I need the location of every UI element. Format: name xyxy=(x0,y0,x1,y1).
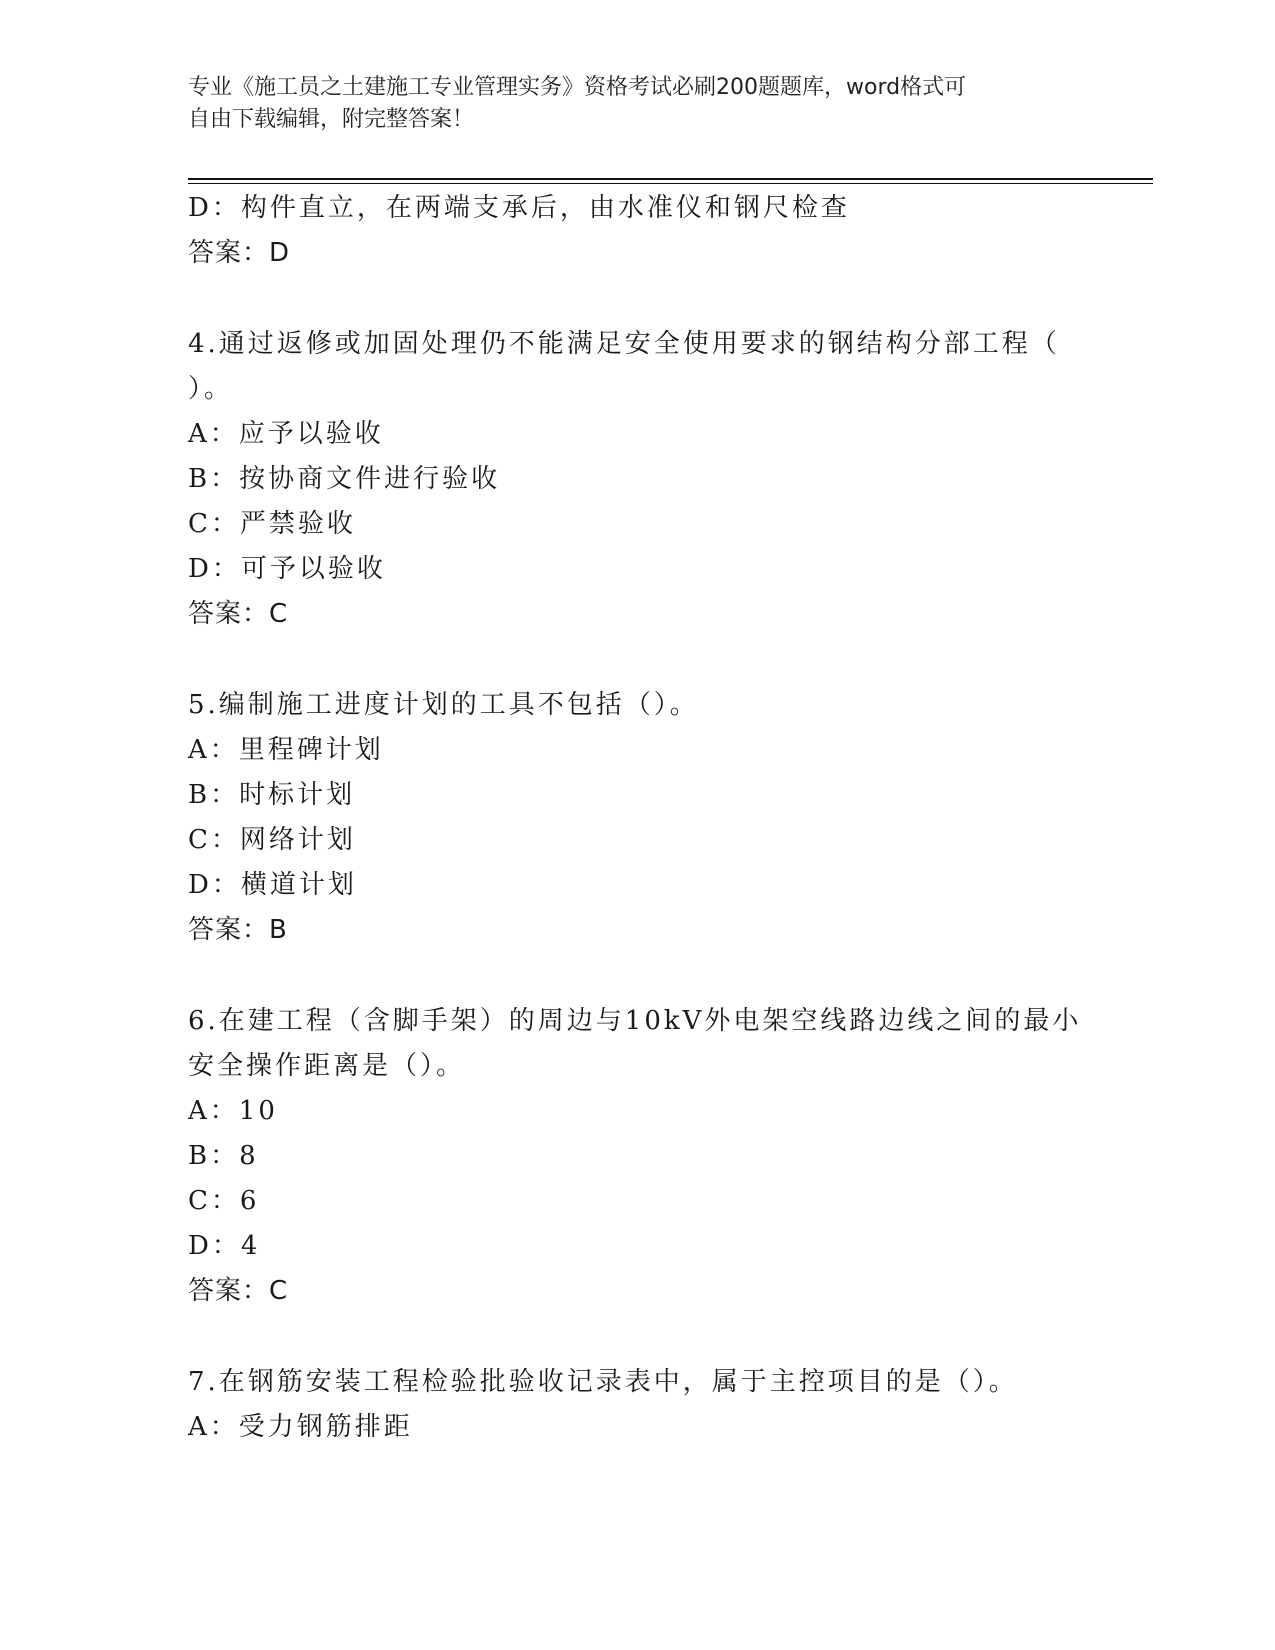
option-b: B：8 xyxy=(188,1141,259,1171)
answer: 答案：B xyxy=(188,915,288,945)
document-header xyxy=(188,72,1068,136)
question-stem-continued: ）。 xyxy=(188,374,234,404)
question-3-tail xyxy=(188,186,1088,276)
option-d: D：横道计划 xyxy=(188,870,357,900)
question-5 xyxy=(188,683,1088,953)
question-list xyxy=(188,186,1088,1450)
option-d: D：可予以验收 xyxy=(188,554,386,584)
option-a: A：10 xyxy=(188,1096,278,1126)
answer: 答案：D xyxy=(188,238,291,268)
header-line-1: 专业《施工员之土建施工专业管理实务》资格考试必刷200题题库，word格式可 xyxy=(188,75,967,100)
spacer xyxy=(188,1314,1088,1360)
header-divider-thin xyxy=(188,183,1153,184)
option-c: C：严禁验收 xyxy=(188,509,356,539)
question-stem: 6.在建工程（含脚手架）的周边与10kV外电架空线路边线之间的最小 xyxy=(188,1006,1082,1036)
question-stem: 7.在钢筋安装工程检验批验收记录表中，属于主控项目的是（）。 xyxy=(188,1367,1018,1397)
option-b: B：时标计划 xyxy=(188,780,356,810)
spacer xyxy=(188,637,1088,683)
question-stem: 4.通过返修或加固处理仍不能满足安全使用要求的钢结构分部工程（ xyxy=(188,329,1060,359)
spacer xyxy=(188,953,1088,999)
option-b: B：按协商文件进行验收 xyxy=(188,464,501,494)
question-7 xyxy=(188,1360,1088,1450)
question-stem-continued: 安全操作距离是（）。 xyxy=(188,1051,466,1081)
answer: 答案：C xyxy=(188,599,289,629)
answer: 答案：C xyxy=(188,1276,289,1306)
question-stem: 5.编制施工进度计划的工具不包括（）。 xyxy=(188,690,699,720)
option-a: A：里程碑计划 xyxy=(188,735,384,765)
option-c: C：网络计划 xyxy=(188,825,356,855)
option-d: D：构件直立，在两端支承后，由水准仪和钢尺检查 xyxy=(188,193,850,223)
option-a: A：受力钢筋排距 xyxy=(188,1412,413,1442)
header-divider-thick xyxy=(188,178,1153,180)
option-d: D：4 xyxy=(188,1231,261,1261)
header-line-2: 自由下载编辑，附完整答案！ xyxy=(188,107,475,132)
question-4 xyxy=(188,322,1088,637)
spacer xyxy=(188,276,1088,322)
option-c: C：6 xyxy=(188,1186,260,1216)
option-a: A：应予以验收 xyxy=(188,419,384,449)
question-6 xyxy=(188,999,1088,1314)
